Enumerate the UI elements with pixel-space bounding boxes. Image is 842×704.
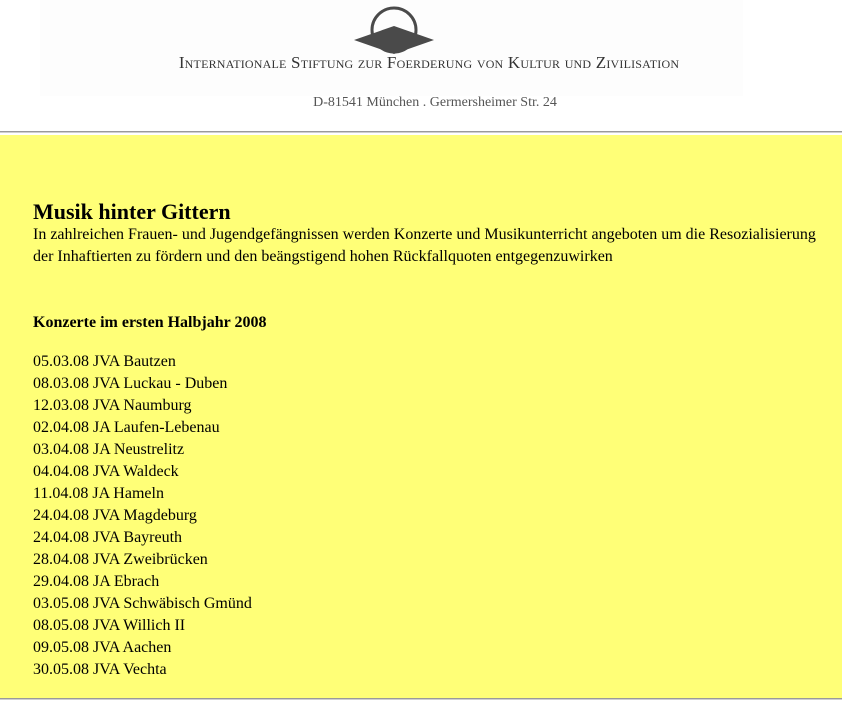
main-content	[0, 135, 842, 698]
concert-item: 29.04.08 JA Ebrach	[33, 573, 160, 590]
concert-item: 08.03.08 JVA Luckau - Duben	[33, 375, 228, 392]
foundation-logo-icon	[352, 4, 436, 56]
address: D-81541 München . Germersheimer Str. 24	[313, 95, 557, 110]
concert-item: 03.05.08 JVA Schwäbisch Gmünd	[33, 595, 252, 612]
concert-item: 08.05.08 JVA Willich II	[33, 617, 186, 634]
bottom-divider	[0, 698, 842, 700]
concert-item: 03.04.08 JA Neustrelitz	[33, 441, 185, 458]
concert-item: 28.04.08 JVA Zweibrücken	[33, 551, 208, 568]
concert-item: 11.04.08 JA Hameln	[33, 485, 164, 502]
intro-text: In zahlreichen Frauen- und Jugendgefängnissen werden Konzerte und Musikunterricht angeboten um die Resozialisierung der Inhaftierten zu fördern und den beängstigend hohen Rückfallquoten entgegenzuwirken	[33, 226, 816, 265]
page-title: Musik hinter Gittern	[33, 199, 231, 224]
concert-list	[33, 351, 252, 681]
section-heading: Konzerte im ersten Halbjahr 2008	[33, 314, 267, 331]
foundation-name: Internationale Stiftung zur Foerderung von Kultur und Zivilisation	[178, 53, 680, 72]
concert-item: 30.05.08 JVA Vechta	[33, 661, 167, 678]
page-header	[0, 0, 842, 131]
concert-item: 09.05.08 JVA Aachen	[33, 639, 172, 656]
concert-item: 05.03.08 JVA Bautzen	[33, 353, 176, 370]
concert-item: 24.04.08 JVA Magdeburg	[33, 507, 197, 524]
concert-item: 24.04.08 JVA Bayreuth	[33, 529, 183, 546]
concert-item: 04.04.08 JVA Waldeck	[33, 463, 179, 480]
concert-item: 12.03.08 JVA Naumburg	[33, 397, 192, 414]
top-divider	[0, 131, 842, 133]
concert-item: 02.04.08 JA Laufen-Lebenau	[33, 419, 220, 436]
